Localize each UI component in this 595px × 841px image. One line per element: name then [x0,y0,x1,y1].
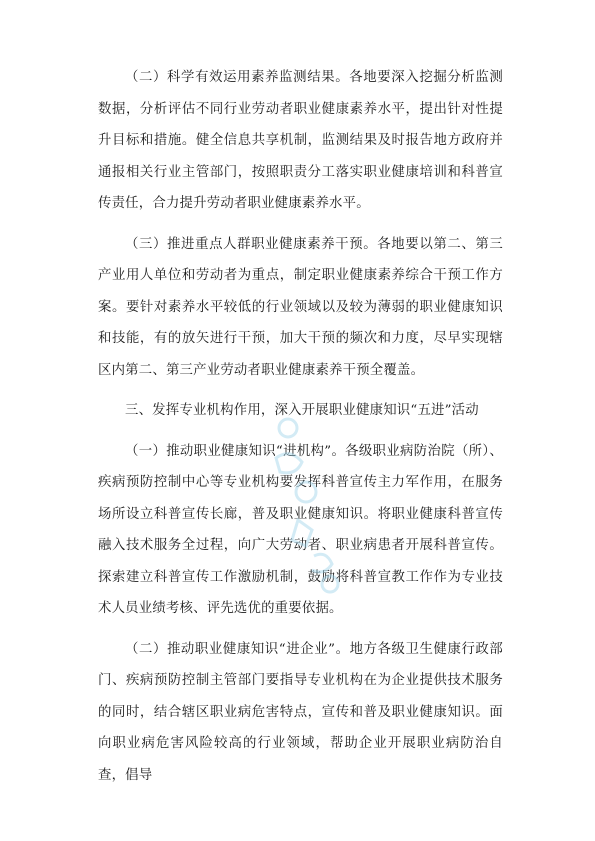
paragraph-into-institutions: （一）推动职业健康知识“进机构”。各级职业病防治院（所）、疾病预防控制中心等专业机构要发挥科普宣传主力军作用，在服务场所设立科普宣传长廊，普及职业健康知识。将职业健康科普宣传融入技术服务全过程，向广大劳动者、职业病患者开展科普宣传。探索建立科普宣传工作激励机制，鼓励将科普宣教工作作为专业技术人员业绩考核、评先选优的重要依据。 [98,443,503,616]
paragraph-into-enterprises: （二）推动职业健康知识“进企业”。地方各级卫生健康行政部门、疾病预防控制主管部门要指导专业机构在为企业提供技术服务的同时，结合辖区职业病危害特点，宣传和普及职业健康知识。面向职业病危害风险较高的行业领域，帮助企业开展职业病防治自查，倡导 [98,641,503,783]
document-body [98,62,503,800]
section-heading-three: 三、发挥专业机构作用，深入开展职业健康知识“五进”活动 [125,403,479,418]
paragraph-monitoring-results: （二）科学有效运用素养监测结果。各地要深入挖掘分析监测数据，分析评估不同行业劳动者职业健康素养水平，提出针对性提升目标和措施。健全信息共享机制，监测结果及时报告地方政府并通报相关行业主管部门，按照职责分工落实职业健康培训和科普宣传责任，合力提升劳动者职业健康素养水平。 [98,70,503,211]
paragraph-key-population-intervention: （三）推进重点人群职业健康素养干预。各地要以第二、第三产业用人单位和劳动者为重点，制定职业健康素养综合干预工作方案。要针对素养水平较低的行业领域以及较为薄弱的职业健康知识和技能，有的放矢进行干预，加大干预的频次和力度，尽早实现辖区内第二、第三产业劳动者职业健康素养干预全覆盖。 [98,236,503,378]
